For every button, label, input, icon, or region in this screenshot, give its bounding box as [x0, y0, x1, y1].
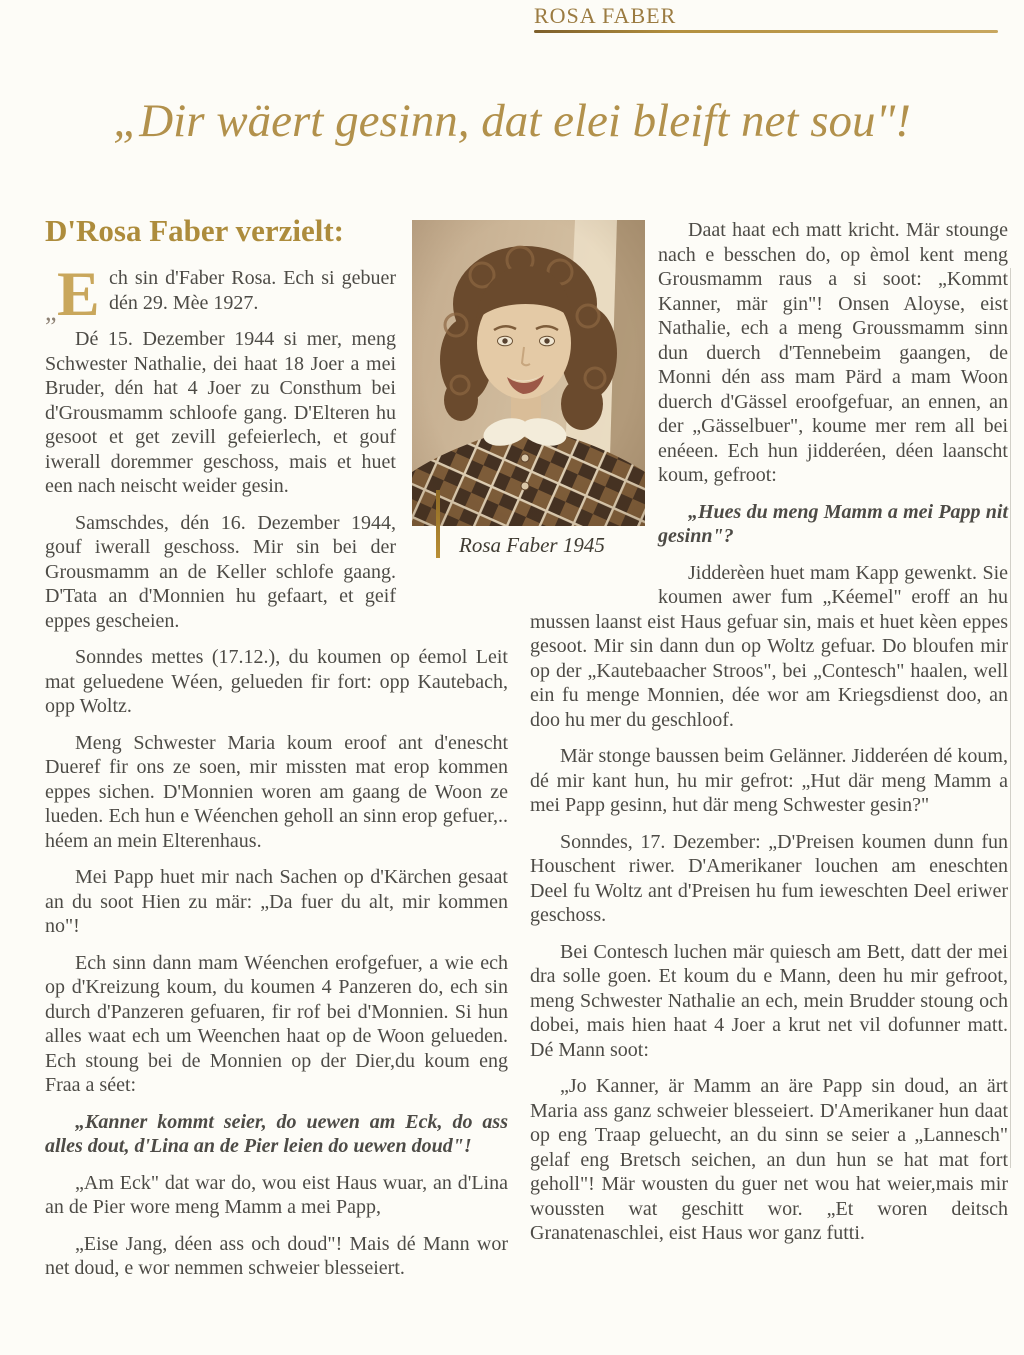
paragraph: „Eise Jang, déen ass och doud"! Mais dé Mann wor net doud, e wor nemmen schweier blesseiert. — [45, 1232, 508, 1279]
paragraph: „Jo Kanner, är Mamm an äre Papp sin doud, an ärt Maria ass ganz schweier blesseiert. D'Amerikaner hun daat op eng Traap geluecht, an du sinn se seier a „Lannesch" gelaf eng Bretsch seichen, an dun hun se hat mat fort geholl"! Mär wousten du guer net wou hat weier,mais mir woussten wat geschitt wor. „Et woren deitsch Granatenaschlei, eist Haus wor ganz futti. — [530, 1075, 1008, 1244]
quote-paragraph: „Hues du meng Mamm a mei Papp nit gesinn"? — [658, 500, 1008, 547]
header-rule — [534, 30, 998, 33]
dropcap-letter: E — [57, 258, 100, 329]
quote-paragraph: „Kanner kommt seier, do uewen am Eck, do ass alles dout, d'Lina an de Pier leien do uewen doud"! — [45, 1110, 508, 1157]
paragraph: Samschdes, dén 16. Dezember 1944, gouf iwerall geschoss. Mir sin bei der Grousmamm an de Keller schlofe gaang. D'Tata an d'Monnien hu gefaart, et geif eppes gescheien. — [45, 511, 396, 632]
paragraph: Sonndes, 17. Dezember: „D'Preisen koumen dunn fun Houschent riwer. D'Amerikaner louchen am eneschten Deel fu Woltz ant d'Preisen hu fum ieweschten Deel eriwer geschoss. — [530, 830, 1008, 926]
paragraph: Jidderèen huet mam Kapp gewenkt. Sie koumen awer fum „Kéemel" eroff an hu mussen laanst eist Haus gefuar sin, mais et huet kèen eppes gesoot. Mir sin dann dun op Woltz gefuar. Do bloufen mir op der „Kautebaacher Stroos", bei „Contesch" haalen, well ein fu menge Monnien, dée wor am Kriegsdienst doo, an doo hu mer du geschloof. — [530, 561, 1008, 731]
section-heading: D'Rosa Faber verzielt: — [45, 213, 344, 248]
intro-text: ch sin d'Faber Rosa. Ech si gebuer dén 29. Mèe 1927. — [109, 267, 396, 314]
paragraph: Daat haat ech matt kricht. Mär stounge nach e besschen do, op èmol kent meng Grousmamm raus a si soot: „Kommt Kanner, mär gin"! Onsen Aloyse, eist Nathalie, ech a meng Groussmamm sinn dun duerch d'Tennebeim gaangen, de Monni dén ass mam Pärd a mam Woon duerch d'Gässel eroofgefuar, an ennen, an der „Gässelbuer", koume mer rem all bei enéeen. Ech hun jidderéen, déen laanscht koum, gefroot: — [658, 219, 1008, 486]
scan-artifact — [1010, 268, 1011, 1168]
paragraph: Bei Contesch luchen mär quiesch am Bett, datt der mei dra solle goen. Et koum du e Mann, deen hu mir gefroot, meng Schwester Nathalie an ech, mein Brudder stoung och dobei, mais hien haat 4 Joer a krut net vil dofunner matt. Dé Mann soot: — [530, 940, 1008, 1061]
paragraph: „Am Eck" dat war do, wou eist Haus wuar, an d'Lina an de Pier wore meng Mamm a mei Papp, — [45, 1171, 508, 1218]
paragraph: Mei Papp huet mir nach Sachen op d'Kärchen gesaat an du soot Hien zu mär: „Da fuer du alt, mir kommen no"! — [45, 866, 508, 937]
paragraph: Ech sinn dann mam Wéenchen erofgefuer, a wie ech op d'Kreizung koum, du koumen 4 Panzeren do, ech sin durch d'Panzeren gefuaren, fir rof bei d'Monnien. Si hun alles waat ech um Weenchen haat op de Woon gelueden. Ech stoung bei de Monnien op der Dier,du koum eng Fraa a séet: — [45, 951, 508, 1096]
paragraph: Dé 15. Dezember 1944 si mer, meng Schwester Nathalie, dei haat 18 Joer a mei Bruder, dén hat 4 Joer zu Consthum bei d'Grousmamm schloofe gang. D'Elteren hu gesoot et get zevill gefeierlech, et gouf iwerall doremmer geschoss, mais et huet een nach neischt weider gesin. — [45, 328, 396, 497]
dropcap-open-quote: „ — [45, 296, 57, 326]
dropcap-wrap — [45, 258, 103, 329]
paragraph: Sonndes mettes (17.12.), du koumen op éemol Leit mat geluedene Wéen, gelueden fir fort: opp Kautebach, opp Woltz. — [45, 646, 508, 717]
caption-rule — [436, 490, 440, 558]
paragraph: Meng Schwester Maria koum eroof ant d'enescht Dueref fir ons ze soen, mir missten mat erop kommen eppes sichen. D'Monnien woren am gaang de Woon ze lueden. Ech hun e Wéenchen geholl an sinn erop gefuer,.. héem an mein Elterenhaus. — [45, 731, 508, 852]
right-column — [530, 218, 1008, 1258]
photo-spacer — [530, 218, 658, 596]
article-title: „Dir wäert gesinn, dat elei bleift net sou"! — [113, 95, 911, 147]
photo-caption: Rosa Faber 1945 — [459, 533, 605, 557]
running-header-title: ROSA FABER — [534, 3, 677, 28]
paragraph: Mär stonge baussen beim Gelänner. Jidderéen dé koum, dé mir kant hun, hu mir gefrot: „Hut där meng Mamm a mei Papp gesinn, hut där meng Schwester gesin?" — [530, 745, 1008, 816]
